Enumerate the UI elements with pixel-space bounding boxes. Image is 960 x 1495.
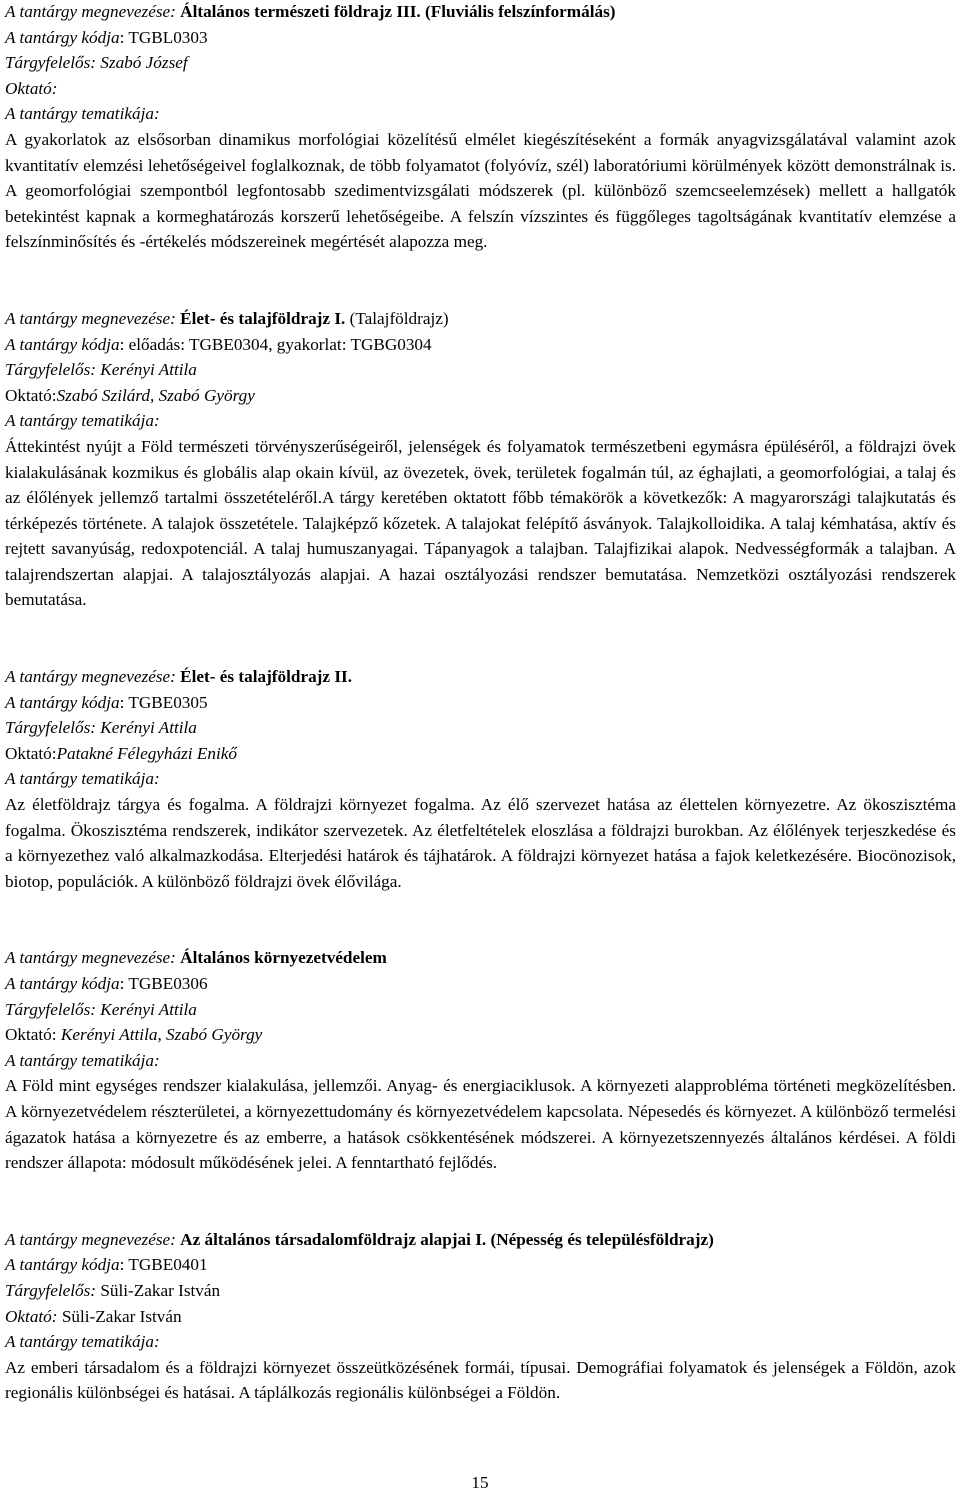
course-teacher-value: Szabó Szilárd, Szabó György <box>56 385 255 405</box>
course-teacher-value: Süli-Zakar István <box>61 1306 182 1326</box>
course-topics-label: A tantárgy tematikája: <box>5 1332 160 1352</box>
course-name-label: A tantárgy megnevezése: <box>5 948 181 968</box>
course-name-extra: (Talajföldrajz) <box>345 308 449 328</box>
course-teacher-line <box>5 383 956 409</box>
course-code-line <box>5 25 956 51</box>
course-teacher-label: Oktató: <box>5 743 57 763</box>
course-name-label: A tantárgy megnevezése: <box>5 667 181 687</box>
section-spacer <box>5 613 956 664</box>
course-name-value: Általános környezetvédelem <box>180 948 387 968</box>
course-section-3 <box>5 664 956 894</box>
course-name-line <box>5 664 956 690</box>
course-code-value: : TGBE0305 <box>119 692 208 712</box>
course-owner-label: Tárgyfelelős: <box>5 1280 101 1300</box>
course-teacher-line <box>5 1022 956 1048</box>
course-owner-value: Süli-Zakar István <box>100 1280 221 1300</box>
course-code-value: : TGBE0401 <box>119 1255 208 1275</box>
course-code-label: A tantárgy kódja <box>5 1255 120 1275</box>
section-spacer <box>5 255 956 306</box>
course-description: Áttekintést nyújt a Föld természeti törvényszerűségeiről, jelenségek és folyamatok természetbeni egymásra épüléséről, a földrajzi övek kialakulásának kozmikus és globális alap okain kívül, az övezetek, övek, területek fogalmán túl, az éghajlati, a geomorfológiai, a talaj és az élőlények jellemző tartalmi összetételéről.A tárgy keretében oktatott főbb témakörök a következők: A magyarországi talajkutatás és térképezés története. A talajok összetétele. Talajképző kőzetek. A talajokat felépítő ásványok. Talajkolloidika. A talaj kémhatása, aktív és rejtett savanyúság, redoxpotenciál. A talaj humuszanyagai. Tápanyagok a talajban. Talajfizikai alapok. Nedvességformák a talajban. A talajrendszertan alapjai. A talajosztályozás alapjai. A hazai osztályozási rendszer bemutatása. Nemzetközi osztályozási rendszerek bemutatása. <box>5 436 956 610</box>
course-name-label: A tantárgy megnevezése: <box>5 308 181 328</box>
course-code-label: A tantárgy kódja <box>5 27 120 47</box>
course-code-value: : előadás: TGBE0304, gyakorlat: TGBG0304 <box>119 334 432 354</box>
course-teacher-value: Kerényi Attila, Szabó György <box>60 1025 263 1045</box>
course-code-label: A tantárgy kódja <box>5 334 120 354</box>
course-code-line <box>5 971 956 997</box>
course-section-5 <box>5 1227 956 1406</box>
course-name-value: Élet- és talajföldrajz I. <box>180 308 346 328</box>
course-code-value: : TGBL0303 <box>119 27 208 47</box>
course-name-line <box>5 0 956 25</box>
course-topics-label: A tantárgy tematikája: <box>5 769 160 789</box>
course-teacher-line <box>5 76 956 102</box>
course-name-line <box>5 945 956 971</box>
course-teacher-value: Patakné Félegyházi Enikő <box>56 743 237 763</box>
course-name-value: Élet- és talajföldrajz II. <box>180 667 352 687</box>
course-code-label: A tantárgy kódja <box>5 974 120 993</box>
course-name-value: Az általános társadalomföldrajz alapjai I. (Népesség és településföldrajz) <box>180 1229 714 1249</box>
course-name-value: Általános természeti földrajz III. <box>180 2 421 21</box>
section-spacer <box>5 1176 956 1227</box>
course-description: Az emberi társadalom és a földrajzi környezet összeütközésének formái, típusai. Demográfiai folyamatok és jelenségek a Földön, azok regionális különbségei és hatásai. A táplálkozás regionális különbségei a Földön. <box>5 1357 956 1403</box>
course-name-label: A tantárgy megnevezése: <box>5 1229 181 1249</box>
course-topics-label: A tantárgy tematikája: <box>5 104 160 124</box>
section-spacer <box>5 894 956 945</box>
course-teacher-label: Oktató: <box>5 1306 62 1326</box>
course-teacher-line <box>5 741 956 767</box>
course-owner: Tárgyfelelős: Kerényi Attila <box>5 360 197 380</box>
course-teacher-label: Oktató: <box>5 78 58 98</box>
course-section-2 <box>5 306 956 613</box>
course-code-line <box>5 332 956 358</box>
course-owner: Tárgyfelelős: Kerényi Attila <box>5 999 197 1019</box>
course-section-4 <box>5 945 956 1175</box>
course-section-1 <box>5 0 956 255</box>
page-number: 15 <box>471 1473 489 1492</box>
course-topics-label: A tantárgy tematikája: <box>5 411 160 431</box>
course-name-line <box>5 1227 956 1253</box>
course-code-value: : TGBE0306 <box>119 974 208 993</box>
course-description: A Föld mint egységes rendszer kialakulása, jellemzői. Anyag- és energiaciklusok. A környezeti alapprobléma történeti megközelítésben. A környezetvédelem részterületei, a környezettudomány és környezetvédelem kapcsolata. Népesedés és környezet. A különböző termelési ágazatok hatása a környezetre és az emberre, a hatások csökkentésének módszerei. A környezetszennyezés általános kérdései. A földi rendszer állapota: módosult működésének jelei. A fenntartható fejlődés. <box>5 1076 956 1173</box>
course-code-line <box>5 690 956 716</box>
course-owner: Tárgyfelelős: Szabó József <box>5 53 188 73</box>
course-description: A gyakorlatok az elsősorban dinamikus morfológiai közelítésű elmélet kiegészítéseként a formák anyagvizsgálatával valamint azok kvantitatív elemzési lehetőségeivel foglalkoznak, de több folyamatot (folyóvíz, szél) laboratóriumi körülmények között demonstrálnak is. A geomorfológiai szempontból legfontosabb szedimentvizsgálati módszerek (pl. különböző szemcseelemzések) mellett a hallgatók betekintést kapnak a kormeghatározás korszerű lehetőségeibe. A felszín vízszintes és függőleges tagoltságának kvantitatív elemzése a felszínminősítés és -értékelés módszereinek megértését alapozza meg. <box>5 129 956 252</box>
course-name-label: A tantárgy megnevezése: <box>5 2 181 21</box>
course-code-line <box>5 1252 956 1278</box>
course-owner-line <box>5 1278 956 1304</box>
course-topics-label: A tantárgy tematikája: <box>5 1050 160 1070</box>
course-description: Az életföldrajz tárgya és fogalma. A földrajzi környezet fogalma. Az élő szervezet hatása az élettelen környezetre. Az ökoszisztéma fogalma. Ökoszisztéma rendszerek, indikátor szervezetek. Az életfeltételek eloszlása a földrajzi burokban. Az élőlények terjeszkedése és a környezethez való alkalmazkodása. Elterjedési határok és tájhatárok. A földrajzi környezet hatása a fajok keletkezésére. Biocönozisok, biotop, populációk. A különböző földrajzi övek élővilága. <box>5 795 956 891</box>
document-page <box>5 0 956 1406</box>
course-owner: Tárgyfelelős: Kerényi Attila <box>5 718 197 738</box>
course-teacher-label: Oktató: <box>5 385 57 405</box>
course-teacher-label: Oktató: <box>5 1025 61 1045</box>
course-code-label: A tantárgy kódja <box>5 692 120 712</box>
course-name-extra: (Fluviális felszínformálás) <box>420 2 616 21</box>
course-teacher-line <box>5 1304 956 1330</box>
course-name-line <box>5 306 956 332</box>
